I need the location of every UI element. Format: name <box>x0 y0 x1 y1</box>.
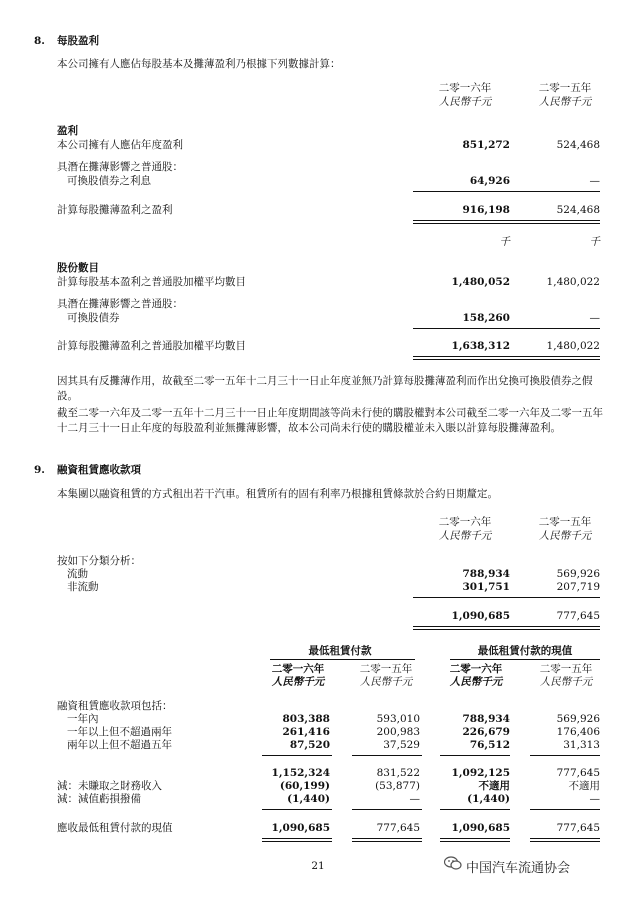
row-label: 計算每股基本盈利之普通股加權平均數目 <box>57 276 246 288</box>
cell-a: (60,199) <box>279 780 330 792</box>
double-rule <box>506 220 600 221</box>
col-unit-2016: 人民幣千元 <box>438 530 492 542</box>
thousand-unit-2016: 千 <box>499 236 510 248</box>
cell-d: — <box>589 793 600 805</box>
cell-b: (53,877) <box>375 780 420 792</box>
double-rule <box>262 841 332 842</box>
page-number: 21 <box>311 860 325 872</box>
group-rule <box>270 659 415 660</box>
value-2015: 1,480,022 <box>546 340 600 352</box>
shares-heading: 股份數目 <box>57 262 99 274</box>
cell-a: 1,090,685 <box>271 822 330 834</box>
group-rule <box>450 659 600 660</box>
row-label: 應收最低租賃付款的現值 <box>57 822 173 834</box>
value-2015: 524,468 <box>556 204 600 216</box>
subtotal-b: 831,522 <box>376 767 420 779</box>
rule <box>413 597 510 598</box>
row-label: 可換股債券 <box>67 312 120 324</box>
double-rule <box>440 841 510 842</box>
value-2016: 64,926 <box>469 175 510 187</box>
col-c-unit: 人民幣千元 <box>449 676 503 688</box>
value-2016: 916,198 <box>462 204 510 216</box>
row-label: 本公司擁有人應佔年度盈利 <box>57 139 183 151</box>
double-rule <box>413 220 510 221</box>
group-header-min-lease: 最低租賃付款 <box>308 645 372 657</box>
rule <box>440 755 510 756</box>
watermark-text: 中国汽车流通协会 <box>466 861 571 876</box>
double-rule <box>530 838 600 839</box>
section-intro: 本公司擁有人應佔每股基本及攤薄盈利乃根據下列數據計算： <box>57 58 341 70</box>
subtotal-c: 1,092,125 <box>451 767 510 779</box>
cell-d: 176,406 <box>556 726 600 738</box>
double-rule <box>352 838 422 839</box>
rule <box>352 755 422 756</box>
double-rule <box>506 223 600 224</box>
rule <box>352 809 422 810</box>
col-header-2016: 二零一六年 <box>438 516 492 528</box>
rule <box>506 328 600 329</box>
rule <box>413 328 510 329</box>
thousand-unit-2015: 千 <box>589 236 600 248</box>
cell-d: 569,926 <box>556 713 600 725</box>
cell-b: 777,645 <box>376 822 420 834</box>
value-2016: 1,480,052 <box>451 276 510 288</box>
col-d-year: 二零一五年 <box>539 663 593 675</box>
col-b-year: 二零一五年 <box>359 663 413 675</box>
paragraph: 截至二零一六年及二零一五年十二月三十一日止年度期間該等尚未行使的購股權對本公司截至二零一六年及二零一五年十二月三十一日止年度的每股盈利並無攤薄影響，故本公司尚未行使的購股權並未入賬以計算每股攤薄盈利。 <box>57 407 603 434</box>
double-rule <box>413 223 510 224</box>
cell-c: 76,512 <box>469 739 510 751</box>
double-rule <box>530 841 600 842</box>
row-label: 可換股債券之利息 <box>67 175 151 187</box>
value-2016: 788,934 <box>462 568 510 580</box>
cell-a: 803,388 <box>282 713 330 725</box>
value-2016: 851,272 <box>462 139 510 151</box>
col-b-unit: 人民幣千元 <box>359 676 413 688</box>
cell-b: 200,983 <box>376 726 420 738</box>
col-a-year: 二零一六年 <box>271 663 325 675</box>
row-label: 一年內 <box>67 713 99 725</box>
cell-d: 31,313 <box>563 739 600 751</box>
cell-c: 不適用 <box>478 780 510 792</box>
col-unit-2015: 人民幣千元 <box>538 96 592 108</box>
subtotal-a: 1,152,324 <box>271 767 330 779</box>
cell-c: (1,440) <box>467 793 510 805</box>
value-2015: — <box>589 175 600 187</box>
value-2016: 1,638,312 <box>451 340 510 352</box>
dilutive-label: 具潛在攤薄影響之普通股： <box>57 298 183 310</box>
rule <box>506 597 600 598</box>
row-label: 流動 <box>67 568 88 580</box>
cell-b: — <box>409 793 420 805</box>
total-2016: 1,090,685 <box>451 610 510 622</box>
value-2015: 1,480,022 <box>546 276 600 288</box>
value-2016: 301,751 <box>462 581 510 593</box>
row-label: 非流動 <box>67 581 99 593</box>
section-number: 9. <box>34 464 45 476</box>
row-label: 一年以上但不超過兩年 <box>67 726 172 738</box>
rule <box>413 191 510 192</box>
double-rule <box>262 838 332 839</box>
group-header-present-value: 最低租賃付款的現值 <box>477 645 573 657</box>
col-d-unit: 人民幣千元 <box>539 676 593 688</box>
value-2015: 569,926 <box>556 568 600 580</box>
cell-a: 87,520 <box>289 739 330 751</box>
double-rule <box>352 841 422 842</box>
double-rule <box>413 626 510 627</box>
wechat-icon <box>444 856 462 870</box>
row-label: 計算每股攤薄盈利之普通股加權平均數目 <box>57 340 246 352</box>
double-rule <box>506 359 600 360</box>
cell-c: 788,934 <box>462 713 510 725</box>
subtotal-d: 777,645 <box>556 767 600 779</box>
cell-b: 593,010 <box>376 713 420 725</box>
section-title: 每股盈利 <box>57 35 99 47</box>
cell-a: (1,440) <box>287 793 330 805</box>
row-label: 減：減值虧損撥備 <box>57 793 141 805</box>
comprise-label: 融資租賃應收款項包括： <box>57 700 173 712</box>
rule <box>506 191 600 192</box>
cell-b: 37,529 <box>383 739 420 751</box>
paragraph: 因其具有反攤薄作用，故截至二零一五年十二月三十一日止年度並無乃計算每股攤薄盈利而作出兌換可換股債券之假設。 <box>57 375 593 402</box>
total-2015: 777,645 <box>556 610 600 622</box>
section-title: 融資租賃應收款項 <box>57 464 141 476</box>
cell-a: 261,416 <box>282 726 330 738</box>
col-c-year: 二零一六年 <box>449 663 503 675</box>
col-header-2016: 二零一六年 <box>438 82 492 94</box>
section-number: 8. <box>34 35 45 47</box>
cell-c: 226,679 <box>462 726 510 738</box>
col-header-2015: 二零一五年 <box>538 516 592 528</box>
row-label: 兩年以上但不超過五年 <box>67 739 172 751</box>
rule <box>262 755 332 756</box>
double-rule <box>413 356 510 357</box>
row-label: 計算每股攤薄盈利之盈利 <box>57 204 173 216</box>
row-label: 減：未賺取之財務收入 <box>57 780 162 792</box>
value-2015: 524,468 <box>556 139 600 151</box>
cell-d: 777,645 <box>556 822 600 834</box>
double-rule <box>440 838 510 839</box>
double-rule <box>506 629 600 630</box>
col-unit-2016: 人民幣千元 <box>438 96 492 108</box>
double-rule <box>413 359 510 360</box>
double-rule <box>506 356 600 357</box>
value-2015: — <box>589 312 600 324</box>
cell-d: 不適用 <box>568 780 600 792</box>
analysis-label: 按如下分類分析： <box>57 555 141 567</box>
double-rule <box>413 629 510 630</box>
value-2015: 207,719 <box>556 581 600 593</box>
rule <box>530 755 600 756</box>
col-header-2015: 二零一五年 <box>538 82 592 94</box>
rule <box>530 809 600 810</box>
section-intro: 本集團以融資租賃的方式租出若干汽車。租賃所有的固有利率乃根據租賃條款於合約日期釐定。 <box>57 488 498 500</box>
earnings-heading: 盈利 <box>57 125 78 137</box>
value-2016: 158,260 <box>462 312 510 324</box>
dilutive-label: 具潛在攤薄影響之普通股： <box>57 161 183 173</box>
col-unit-2015: 人民幣千元 <box>538 530 592 542</box>
col-a-unit: 人民幣千元 <box>271 676 325 688</box>
double-rule <box>506 626 600 627</box>
cell-c: 1,090,685 <box>451 822 510 834</box>
rule <box>262 809 332 810</box>
rule <box>440 809 510 810</box>
